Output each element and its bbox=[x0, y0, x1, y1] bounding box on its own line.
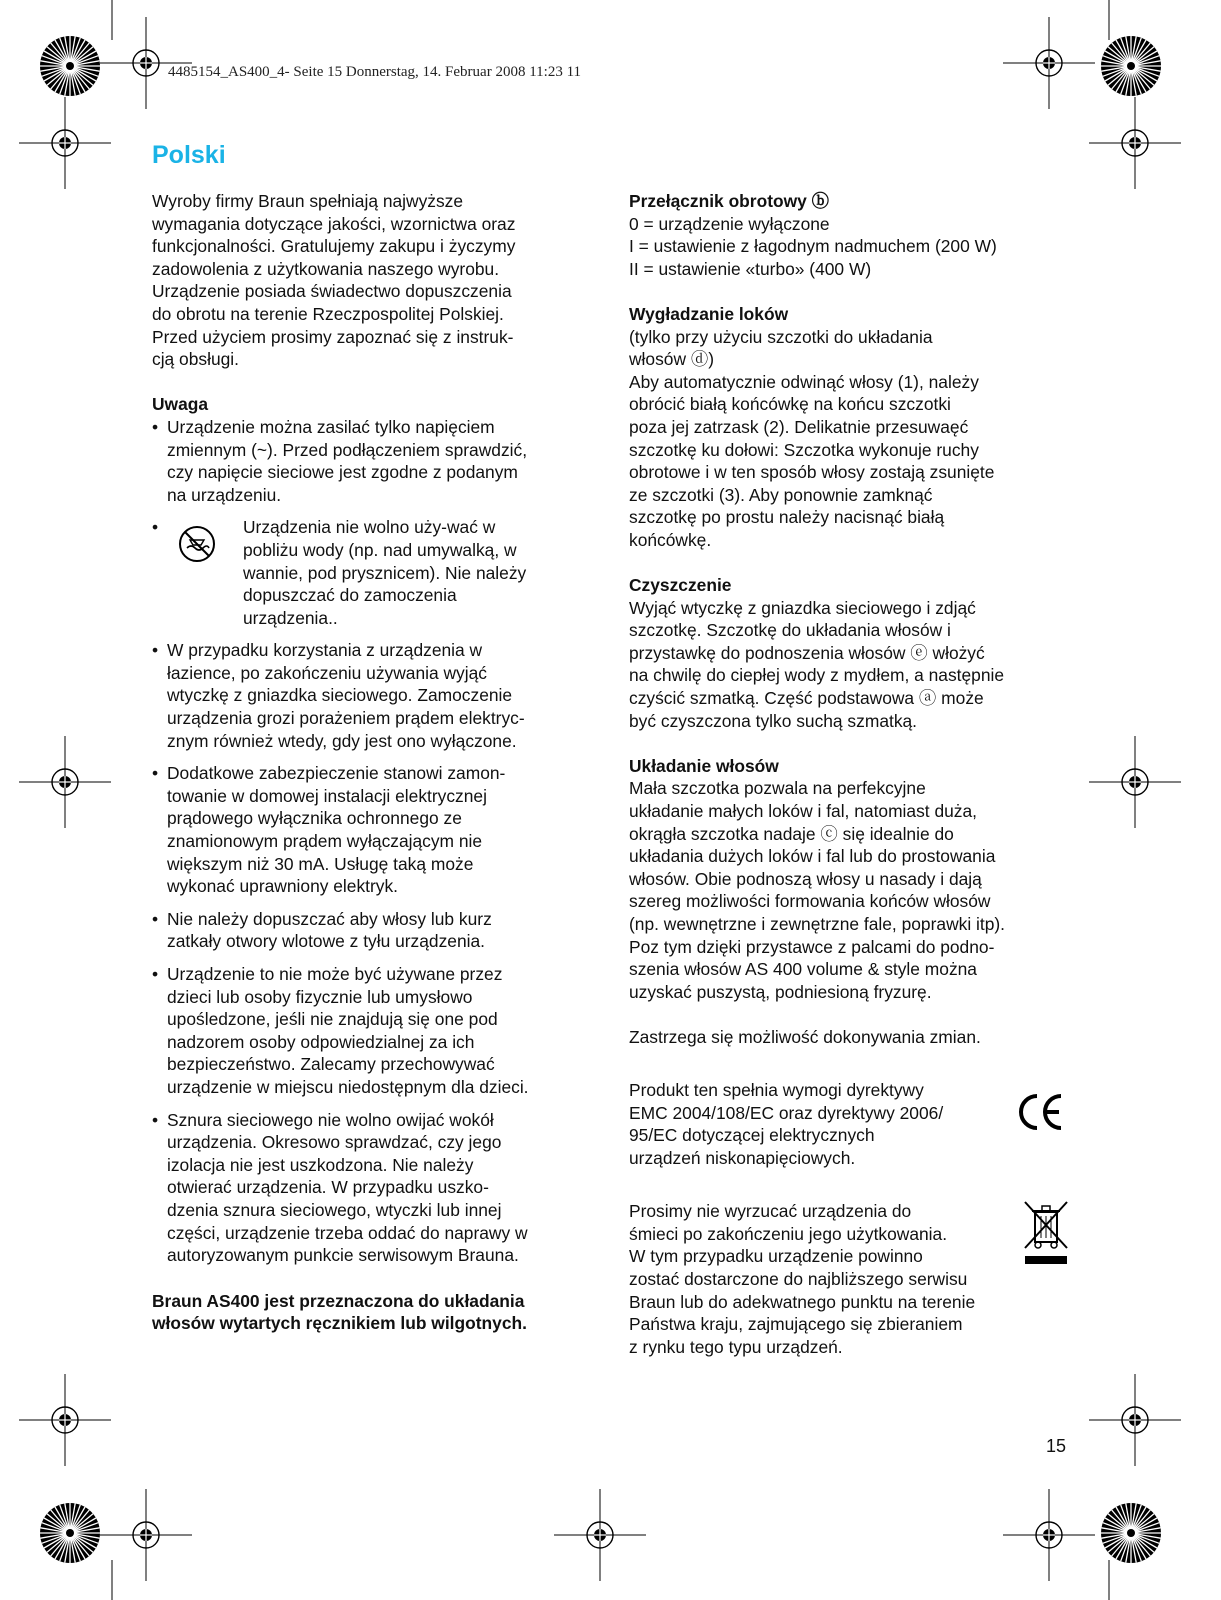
intro-line: cją obsługi. bbox=[152, 349, 240, 370]
warning-item bbox=[152, 416, 597, 506]
switch-line: 0 = urządzenie wyłączone bbox=[629, 213, 830, 234]
styling-line: Mała szczotka pozwala na perfekcyjne bbox=[629, 778, 926, 799]
warning-line: urządzenia grozi porażeniem prądem elektryc- bbox=[167, 708, 525, 729]
section-heading-uwaga: Uwaga bbox=[152, 394, 209, 415]
warning-line: bezpieczeństwo. Zalecamy przechowywać bbox=[167, 1054, 495, 1075]
intro-line: zadowolenia z użytkowania naszego wyrobu. bbox=[152, 258, 500, 279]
disposal-line: z rynku tego typu urządzeń. bbox=[629, 1336, 843, 1357]
directive-notice bbox=[629, 1079, 1069, 1169]
cleaning-line: Wyjąć wtyczkę z gniazdka sieciowego i zdjąć bbox=[629, 597, 976, 618]
intro-line: wymagania dotyczące jakości, wzornictwa oraz bbox=[152, 213, 516, 234]
styling-line: szenia włosów AS 400 volume & style można bbox=[629, 959, 977, 980]
warning-line: dzieci lub osoby fizycznie lub umysłowo bbox=[167, 986, 473, 1007]
warning-line: urządzenia. Okresowo sprawdzać, czy jego bbox=[167, 1132, 502, 1153]
switch-line: I = ustawienie z łagodnym nadmuchem (200 W) bbox=[629, 236, 997, 257]
warning-line: wannie, pod prysznicem). Nie należy bbox=[243, 562, 527, 583]
styling-line: włosów. Obie podnoszą włosy u nasady i dają bbox=[629, 868, 982, 889]
curls-line: poza jej zatrzask (2). Delikatnie przesuwaęć bbox=[629, 416, 969, 437]
page-title: Polski bbox=[152, 141, 226, 169]
cleaning-line: czyścić szmatką. Część podstawowa ⓐ może bbox=[629, 688, 984, 709]
closing-line: włosów wytartych ręcznikiem lub wilgotnych. bbox=[152, 1313, 527, 1334]
page-number: 15 bbox=[1046, 1436, 1067, 1456]
right-column bbox=[629, 190, 1069, 1358]
warning-line: urządzenie w miejscu niedostępnym dla dzieci. bbox=[167, 1076, 529, 1097]
warning-line: • Dodatkowe zabezpieczenie stanowi zamon- bbox=[167, 763, 506, 784]
warning-line: • Urządzenie to nie może być używane przez bbox=[167, 964, 503, 984]
directive-line: EMC 2004/108/EC oraz dyrektywy 2006/ bbox=[629, 1102, 944, 1123]
warning-item bbox=[152, 639, 597, 752]
intro-line: do obrotu na terenie Rzeczpospolitej Polskiej. bbox=[152, 303, 504, 324]
warning-line: łazience, po zakończeniu używania wyjąć bbox=[167, 662, 487, 683]
cleaning-line: być czyszczona tylko suchą szmatką. bbox=[629, 710, 918, 731]
directive-line: 95/EC dotyczącej elektrycznych bbox=[629, 1125, 875, 1146]
section-heading-styling: Układanie włosów bbox=[629, 755, 779, 776]
warning-line: • Urządzenia nie wolno uży-wać w bbox=[243, 517, 496, 538]
print-slug: 4485154_AS400_4- Seite 15 Donnerstag, 14. Februar 2008 11:23 11 bbox=[168, 64, 582, 80]
styling-line: układanie małych loków i fal, natomiast duża, bbox=[629, 801, 977, 822]
disposal-line: W tym przypadku urządzenie powinno bbox=[629, 1246, 923, 1267]
changes-notice: Zastrzega się możliwość dokonywania zmian. bbox=[629, 1026, 981, 1047]
cleaning-line: przystawkę do podnoszenia włosów ⓔ włożyć bbox=[629, 642, 985, 663]
warning-line: nadzorem osoby odpowiedzialnej za ich bbox=[167, 1031, 475, 1052]
curls-line: Aby automatycznie odwinąć włosy (1), należy bbox=[629, 371, 979, 392]
crossed-out-bin-icon bbox=[1021, 1198, 1071, 1268]
warning-line: większym niż 30 mA. Usługę taką może bbox=[167, 853, 474, 874]
warning-line: towanie w domowej instalacji elektrycznej bbox=[167, 785, 487, 806]
warning-line: znym również wtedy, gdy jest ono wyłączone. bbox=[167, 730, 517, 751]
styling-line: (np. wewnętrzne i zewnętrzne fale, poprawki itp). bbox=[629, 914, 1006, 934]
cleaning-line: szczotkę. Szczotkę do układania włosów i bbox=[629, 620, 951, 641]
disposal-line: Państwa kraju, zajmującego się zbieraniem bbox=[629, 1314, 963, 1335]
curls-line: szczotkę ku dołowi: Szczotka wykonuje ruchy bbox=[629, 439, 979, 460]
warning-line: • W przypadku korzystania z urządzenia w bbox=[167, 640, 483, 661]
warning-item bbox=[152, 1109, 597, 1267]
intro-line: Urządzenie posiada świadectwo dopuszczenia bbox=[152, 281, 512, 302]
warning-line: wykonać uprawniony elektryk. bbox=[167, 876, 399, 897]
curls-line: obrotowe i w ten sposób włosy zostają zsunięte bbox=[629, 462, 995, 483]
warning-item bbox=[152, 963, 597, 1099]
warning-list bbox=[152, 416, 597, 1267]
intro-line: Przed użyciem prosimy zapoznać się z instruk- bbox=[152, 326, 514, 347]
disposal-line: śmieci po zakończeniu jego użytkowania. bbox=[629, 1223, 948, 1244]
closing-statement bbox=[152, 1290, 597, 1335]
closing-line: Braun AS400 jest przeznaczona do układania bbox=[152, 1290, 525, 1311]
curls-line: końcówkę. bbox=[629, 529, 712, 550]
disposal-line: Prosimy nie wyrzucać urządzenia do bbox=[629, 1201, 912, 1222]
no-water-icon bbox=[177, 524, 217, 564]
curls-line: włosów ⓓ) bbox=[629, 349, 715, 370]
warning-line: otwierać urządzenia. W przypadku uszko- bbox=[167, 1177, 489, 1198]
disposal-notice bbox=[629, 1200, 1069, 1358]
styling-line: szereg możliwości formowania końców włosów bbox=[629, 891, 991, 912]
warning-line: autoryzowanym punkcie serwisowym Brauna. bbox=[167, 1245, 519, 1266]
warning-line: wtyczkę z gniazdka sieciowego. Zamoczenie bbox=[167, 685, 513, 706]
disposal-line: Braun lub do adekwatnego punktu na terenie bbox=[629, 1291, 976, 1312]
curls-line: (tylko przy użyciu szczotki do układania bbox=[629, 326, 933, 347]
warning-item-water bbox=[152, 516, 597, 629]
warning-line: pobliżu wody (np. nad umywalką, w bbox=[243, 539, 517, 560]
warning-item bbox=[152, 908, 597, 953]
curls-line: ze szczotki (3). Aby ponownie zamknąć bbox=[629, 484, 933, 505]
styling-line: Poz tym dzięki przystawce z palcami do podno- bbox=[629, 936, 995, 957]
warning-line: urządzenia.. bbox=[243, 607, 338, 628]
section-heading-switch: Przełącznik obrotowy ⓑ bbox=[629, 191, 830, 211]
section-heading-cleaning: Czyszczenie bbox=[629, 575, 732, 596]
warning-line: na urządzeniu. bbox=[167, 484, 282, 505]
warning-line: zmiennym (~). Przed podłączeniem sprawdzić, bbox=[167, 439, 528, 460]
disposal-line: zostać dostarczone do najbliższego serwisu bbox=[629, 1268, 968, 1289]
warning-line: • Urządzenie można zasilać tylko napięciem bbox=[167, 416, 495, 437]
ce-mark-icon bbox=[1015, 1091, 1065, 1133]
warning-line: znamionowym prądem wyłączającym nie bbox=[167, 831, 483, 852]
warning-line: • Nie należy dopuszczać aby włosy lub kurz bbox=[167, 908, 492, 929]
left-column bbox=[152, 190, 597, 1335]
directive-line: urządzeń niskonapięciowych. bbox=[629, 1147, 856, 1168]
warning-line: • Sznura sieciowego nie wolno owijać wokół bbox=[167, 1109, 494, 1130]
warning-line: prądowego wyłącznika ochronnego ze bbox=[167, 808, 462, 829]
warning-line: izolacja nie jest uszkodzona. Nie należy bbox=[167, 1154, 474, 1175]
styling-line: okrągła szczotka nadaje ⓒ się idealnie do bbox=[629, 823, 954, 844]
warning-line: dopuszczać do zamoczenia bbox=[243, 585, 457, 606]
intro-line: Wyroby firmy Braun spełniają najwyższe bbox=[152, 191, 464, 211]
section-heading-curls: Wygładzanie loków bbox=[629, 303, 789, 324]
warning-line: zatkały otwory wlotowe z tyłu urządzenia. bbox=[167, 931, 485, 952]
curls-line: szczotkę po prostu należy nacisnąć białą bbox=[629, 507, 945, 528]
switch-line: II = ustawienie «turbo» (400 W) bbox=[629, 258, 872, 279]
cleaning-line: na chwilę do ciepłej wody z mydłem, a następnie bbox=[629, 665, 1005, 686]
styling-line: układania dużych loków i fal lub do prostowania bbox=[629, 846, 996, 867]
warning-line: upośledzone, jeśli nie znajdują się one pod bbox=[167, 1009, 498, 1030]
warning-line: czy napięcie sieciowe jest zgodne z podanym bbox=[167, 462, 518, 483]
intro-line: funkcjonalności. Gratulujemy zakupu i życzymy bbox=[152, 236, 516, 257]
warning-item bbox=[152, 762, 597, 898]
warning-line: dzenia sznura sieciowego, wtyczki lub innej bbox=[167, 1199, 502, 1220]
styling-line: uzyskać puszystą, podniesioną fryzurę. bbox=[629, 981, 932, 1002]
directive-line: Produkt ten spełnia wymogi dyrektywy bbox=[629, 1080, 924, 1101]
intro-paragraph bbox=[152, 190, 597, 371]
warning-line: części, urządzenie trzeba oddać do naprawy w bbox=[167, 1222, 528, 1243]
curls-line: obrócić białą końcówkę na końcu szczotki bbox=[629, 394, 951, 415]
